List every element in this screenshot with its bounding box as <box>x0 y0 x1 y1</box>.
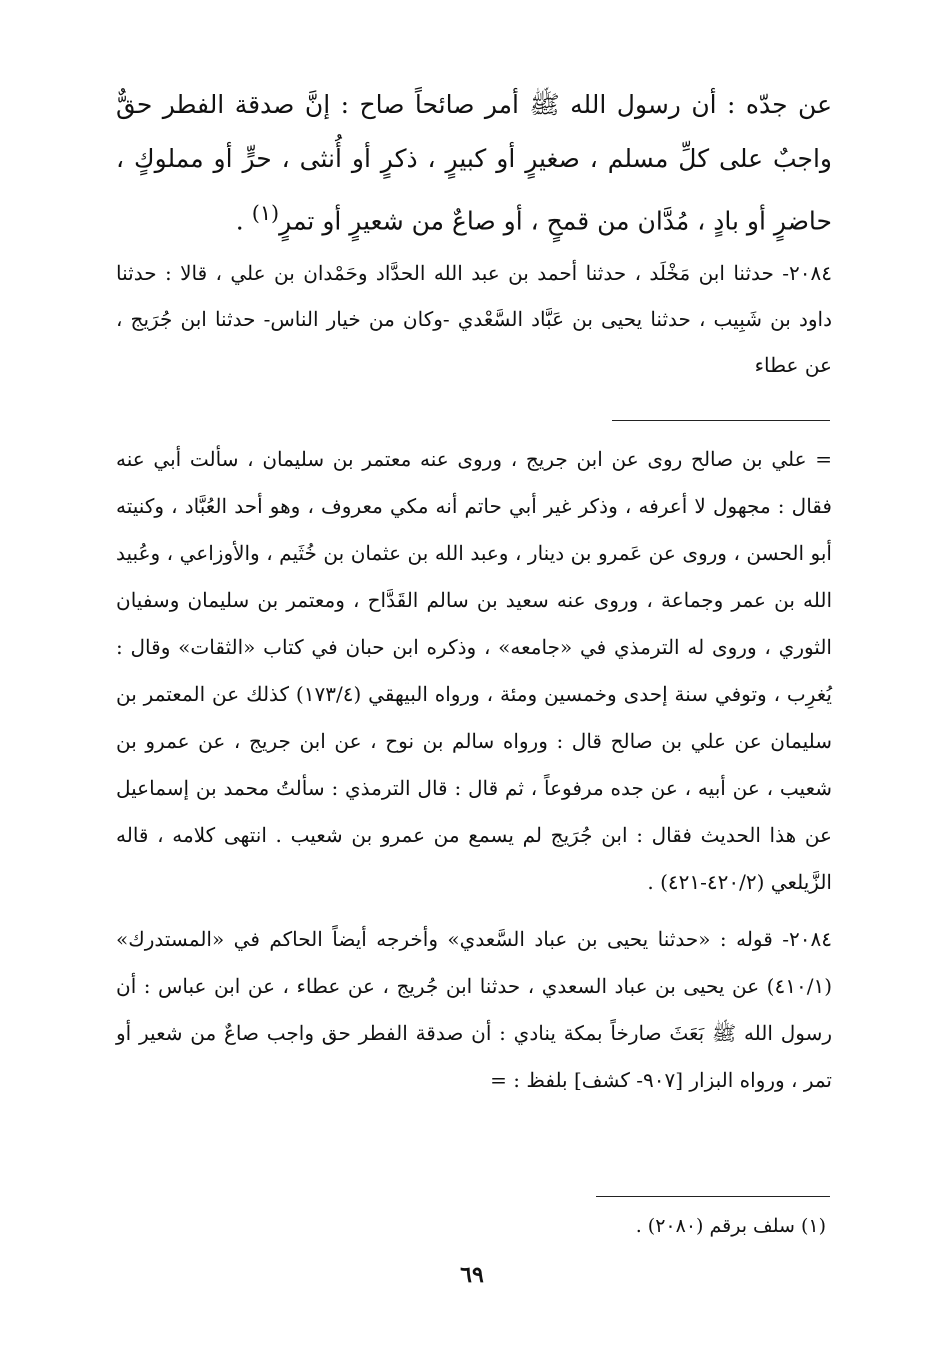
main-paragraph <box>116 78 832 248</box>
footnote-marker[interactable]: (١) <box>251 201 280 225</box>
commentary-paragraph: ٢٠٨٤- قوله : «حدثنا يحيى بن عباد السَّعدي» وأخرجه أيضاً الحاكم في «المستدرك» (٤١٠/١) عن يحيى بن عباد السعدي ، حدثنا ابن جُريج ، عن عطاء ، عن ابن عباس : أن رسول الله ﷺ بَعَثَ صارخاً بمكة ينادي : أن صدقة الفطر حق واجب صاعٌ من شعير أو تمر ، ورواه البزار [٩٠٧- كشف] بلفظ : = <box>116 927 833 1092</box>
main-paragraph-text: عن جدّه : أن رسول الله ﷺ أمر صائحاً صاح : إنَّ صدقة الفطر حقٌّ واجبٌ على كلِّ مسلم ، صغيرٍ أو كبيرٍ ، ذكرٍ أو أُنثى ، حرٍّ أو مملوكٍ ، حاضرٍ أو بادٍ ، مُدَّان من قمحٍ ، أو صاعٌ من شعيرٍ أو تمرٍ <box>116 90 832 236</box>
main-text <box>116 78 832 388</box>
hadith-isnad: ٢٠٨٤- حدثنا ابن مَخْلَد ، حدثنا أحمد بن عبد الله الحدَّاد وحَمْدان بن علي ، قالا : حدثنا داود بن شَبِيب ، حدثنا يحيى بن عَبَّاد السَّعْدي -وكان من خيار الناس- حدثنا ابن جُرَيج ، عن عطاء <box>116 261 832 378</box>
footnote: (١) سلف برقم (٢٠٨٠) . <box>635 1215 826 1237</box>
commentary-divider <box>612 420 830 421</box>
main-paragraph-end: . <box>235 206 252 236</box>
page-number: ٦٩ <box>460 1262 484 1288</box>
commentary-section <box>116 436 832 1104</box>
commentary-paragraph: = علي بن صالح روى عن ابن جريج ، وروى عنه معتمر بن سليمان ، سألت أبي عنه فقال : مجهول لا أعرفه ، وذكر غير أبي حاتم أنه مكي معروف ، وهو أحد العُبَّاد ، وكنيته أبو الحسن ، وروى عن عَمرو بن دينار ، وعبد الله بن عثمان بن خُثَيم ، والأوزاعي ، وعُبيد الله بن عمر وجماعة ، وروى عنه سعيد بن سالم القَدَّاح ، ومعتمر بن سليمان وسفيان الثوري ، وروى له الترمذي في «جامعه» ، وذكره ابن حبان في كتاب «الثقات» وقال : يُغرِب ، وتوفي سنة إحدى وخمسين ومئة ، ورواه البيهقي (١٧٣/٤) كذلك عن المعتمر بن سليمان عن علي بن صالح قال : ورواه سالم بن نوح ، عن ابن جريج ، عن عمرو بن شعيب ، عن أبيه ، عن جده مرفوعاً ، ثم قال : قال الترمذي : سألتُ محمد بن إسماعيل عن هذا الحديث فقال : ابن جُرَيج لم يسمع من عمرو بن شعيب . انتهى كلامه ، قاله الزَّيلعي (٤٢٠/٢-٤٢١) . <box>116 447 832 894</box>
footnote-divider <box>596 1196 830 1197</box>
